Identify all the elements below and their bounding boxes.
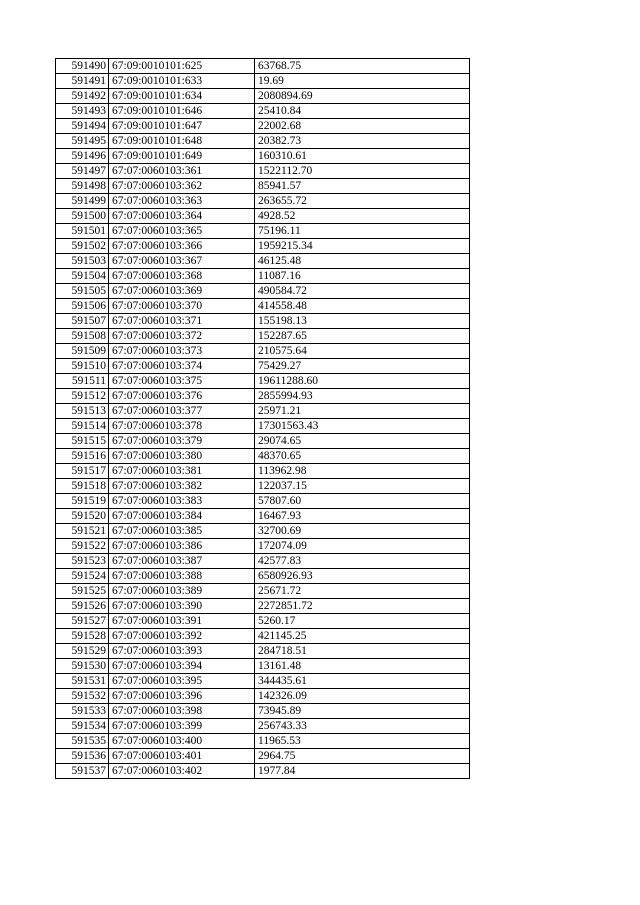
table-row: [56, 254, 470, 269]
row-id-cell: 591519: [56, 494, 109, 509]
row-id-cell: 591528: [56, 629, 109, 644]
value-cell: 1522112.70: [255, 164, 470, 179]
value-cell: 42577.83: [255, 554, 470, 569]
row-id-cell: 591525: [56, 584, 109, 599]
cadastral-number-cell: 67:07:0060103:386: [109, 539, 255, 554]
table-row: [56, 269, 470, 284]
table-row: [56, 344, 470, 359]
table-row: [56, 599, 470, 614]
value-cell: 16467.93: [255, 509, 470, 524]
value-cell: 25971.21: [255, 404, 470, 419]
cadastral-number-cell: 67:07:0060103:370: [109, 299, 255, 314]
row-id-cell: 591497: [56, 164, 109, 179]
table-row: [56, 509, 470, 524]
table-row: [56, 314, 470, 329]
value-cell: 85941.57: [255, 179, 470, 194]
row-id-cell: 591517: [56, 464, 109, 479]
cadastral-number-cell: 67:07:0060103:361: [109, 164, 255, 179]
cadastral-number-cell: 67:07:0060103:396: [109, 689, 255, 704]
data-table: [55, 58, 470, 779]
cadastral-number-cell: 67:07:0060103:363: [109, 194, 255, 209]
row-id-cell: 591530: [56, 659, 109, 674]
row-id-cell: 591502: [56, 239, 109, 254]
row-id-cell: 591537: [56, 764, 109, 779]
row-id-cell: 591523: [56, 554, 109, 569]
table-row: [56, 449, 470, 464]
value-cell: 4928.52: [255, 209, 470, 224]
row-id-cell: 591514: [56, 419, 109, 434]
value-cell: 17301563.43: [255, 419, 470, 434]
cadastral-number-cell: 67:07:0060103:366: [109, 239, 255, 254]
cadastral-number-cell: 67:09:0010101:633: [109, 74, 255, 89]
cadastral-number-cell: 67:07:0060103:378: [109, 419, 255, 434]
table-row: [56, 734, 470, 749]
row-id-cell: 591524: [56, 569, 109, 584]
value-cell: 421145.25: [255, 629, 470, 644]
table-row: [56, 74, 470, 89]
table-row: [56, 59, 470, 74]
cadastral-number-cell: 67:07:0060103:383: [109, 494, 255, 509]
row-id-cell: 591520: [56, 509, 109, 524]
cadastral-number-cell: 67:07:0060103:364: [109, 209, 255, 224]
table-row: [56, 764, 470, 779]
row-id-cell: 591510: [56, 359, 109, 374]
value-cell: 75196.11: [255, 224, 470, 239]
cadastral-number-cell: 67:07:0060103:387: [109, 554, 255, 569]
value-cell: 6580926.93: [255, 569, 470, 584]
cadastral-number-cell: 67:07:0060103:392: [109, 629, 255, 644]
row-id-cell: 591531: [56, 674, 109, 689]
cadastral-number-cell: 67:07:0060103:384: [109, 509, 255, 524]
row-id-cell: 591498: [56, 179, 109, 194]
value-cell: 155198.13: [255, 314, 470, 329]
table-row: [56, 374, 470, 389]
row-id-cell: 591513: [56, 404, 109, 419]
value-cell: 29074.65: [255, 434, 470, 449]
table-row: [56, 164, 470, 179]
table-row: [56, 674, 470, 689]
cadastral-number-cell: 67:09:0010101:625: [109, 59, 255, 74]
cadastral-number-cell: 67:09:0010101:649: [109, 149, 255, 164]
table-row: [56, 134, 470, 149]
row-id-cell: 591529: [56, 644, 109, 659]
row-id-cell: 591507: [56, 314, 109, 329]
table-row: [56, 704, 470, 719]
table-row: [56, 614, 470, 629]
value-cell: 20382.73: [255, 134, 470, 149]
row-id-cell: 591499: [56, 194, 109, 209]
row-id-cell: 591505: [56, 284, 109, 299]
table-row: [56, 209, 470, 224]
cadastral-number-cell: 67:07:0060103:367: [109, 254, 255, 269]
row-id-cell: 591527: [56, 614, 109, 629]
row-id-cell: 591496: [56, 149, 109, 164]
row-id-cell: 591512: [56, 389, 109, 404]
value-cell: 46125.48: [255, 254, 470, 269]
cadastral-number-cell: 67:07:0060103:371: [109, 314, 255, 329]
value-cell: 25410.84: [255, 104, 470, 119]
value-cell: 256743.33: [255, 719, 470, 734]
cadastral-number-cell: 67:07:0060103:393: [109, 644, 255, 659]
value-cell: 1977.84: [255, 764, 470, 779]
cadastral-number-cell: 67:07:0060103:379: [109, 434, 255, 449]
value-cell: 344435.61: [255, 674, 470, 689]
cadastral-number-cell: 67:07:0060103:381: [109, 464, 255, 479]
value-cell: 160310.61: [255, 149, 470, 164]
row-id-cell: 591509: [56, 344, 109, 359]
row-id-cell: 591500: [56, 209, 109, 224]
table-row: [56, 299, 470, 314]
cadastral-number-cell: 67:07:0060103:398: [109, 704, 255, 719]
cadastral-number-cell: 67:07:0060103:390: [109, 599, 255, 614]
cadastral-number-cell: 67:07:0060103:368: [109, 269, 255, 284]
table-row: [56, 659, 470, 674]
value-cell: 2964.75: [255, 749, 470, 764]
cadastral-number-cell: 67:07:0060103:377: [109, 404, 255, 419]
row-id-cell: 591535: [56, 734, 109, 749]
table-row: [56, 284, 470, 299]
value-cell: 19611288.60: [255, 374, 470, 389]
value-cell: 48370.65: [255, 449, 470, 464]
cadastral-number-cell: 67:07:0060103:372: [109, 329, 255, 344]
value-cell: 414558.48: [255, 299, 470, 314]
row-id-cell: 591533: [56, 704, 109, 719]
table-row: [56, 494, 470, 509]
cadastral-number-cell: 67:07:0060103:365: [109, 224, 255, 239]
cadastral-number-cell: 67:09:0010101:646: [109, 104, 255, 119]
table-row: [56, 104, 470, 119]
row-id-cell: 591511: [56, 374, 109, 389]
cadastral-number-cell: 67:07:0060103:399: [109, 719, 255, 734]
table-row: [56, 179, 470, 194]
value-cell: 11087.16: [255, 269, 470, 284]
row-id-cell: 591518: [56, 479, 109, 494]
value-cell: 75429.27: [255, 359, 470, 374]
table-row: [56, 119, 470, 134]
row-id-cell: 591501: [56, 224, 109, 239]
value-cell: 152287.65: [255, 329, 470, 344]
value-cell: 2272851.72: [255, 599, 470, 614]
row-id-cell: 591504: [56, 269, 109, 284]
row-id-cell: 591503: [56, 254, 109, 269]
cadastral-number-cell: 67:09:0010101:648: [109, 134, 255, 149]
row-id-cell: 591534: [56, 719, 109, 734]
value-cell: 210575.64: [255, 344, 470, 359]
table-row: [56, 689, 470, 704]
table-row: [56, 524, 470, 539]
table-row: [56, 554, 470, 569]
cadastral-number-cell: 67:07:0060103:380: [109, 449, 255, 464]
cadastral-number-cell: 67:07:0060103:374: [109, 359, 255, 374]
row-id-cell: 591521: [56, 524, 109, 539]
table-row: [56, 224, 470, 239]
row-id-cell: 591490: [56, 59, 109, 74]
table-body: [56, 59, 470, 779]
value-cell: 284718.51: [255, 644, 470, 659]
row-id-cell: 591492: [56, 89, 109, 104]
value-cell: 13161.48: [255, 659, 470, 674]
table-row: [56, 194, 470, 209]
cadastral-number-cell: 67:07:0060103:376: [109, 389, 255, 404]
value-cell: 5260.17: [255, 614, 470, 629]
value-cell: 63768.75: [255, 59, 470, 74]
table-row: [56, 389, 470, 404]
value-cell: 142326.09: [255, 689, 470, 704]
row-id-cell: 591508: [56, 329, 109, 344]
row-id-cell: 591522: [56, 539, 109, 554]
table-row: [56, 404, 470, 419]
value-cell: 22002.68: [255, 119, 470, 134]
table-row: [56, 749, 470, 764]
table-row: [56, 89, 470, 104]
cadastral-number-cell: 67:09:0010101:647: [109, 119, 255, 134]
value-cell: 263655.72: [255, 194, 470, 209]
row-id-cell: 591526: [56, 599, 109, 614]
cadastral-number-cell: 67:07:0060103:389: [109, 584, 255, 599]
value-cell: 57807.60: [255, 494, 470, 509]
cadastral-number-cell: 67:07:0060103:388: [109, 569, 255, 584]
value-cell: 73945.89: [255, 704, 470, 719]
value-cell: 113962.98: [255, 464, 470, 479]
table-row: [56, 539, 470, 554]
value-cell: 11965.53: [255, 734, 470, 749]
value-cell: 1959215.34: [255, 239, 470, 254]
value-cell: 2855994.93: [255, 389, 470, 404]
table-row: [56, 644, 470, 659]
cadastral-number-cell: 67:07:0060103:400: [109, 734, 255, 749]
cadastral-number-cell: 67:07:0060103:385: [109, 524, 255, 539]
row-id-cell: 591515: [56, 434, 109, 449]
table-row: [56, 629, 470, 644]
row-id-cell: 591494: [56, 119, 109, 134]
cadastral-number-cell: 67:07:0060103:373: [109, 344, 255, 359]
table-row: [56, 434, 470, 449]
value-cell: 32700.69: [255, 524, 470, 539]
table-row: [56, 359, 470, 374]
cadastral-number-cell: 67:07:0060103:391: [109, 614, 255, 629]
value-cell: 25671.72: [255, 584, 470, 599]
table-row: [56, 569, 470, 584]
cadastral-number-cell: 67:09:0010101:634: [109, 89, 255, 104]
row-id-cell: 591491: [56, 74, 109, 89]
cadastral-number-cell: 67:07:0060103:394: [109, 659, 255, 674]
cadastral-number-cell: 67:07:0060103:382: [109, 479, 255, 494]
row-id-cell: 591495: [56, 134, 109, 149]
table-row: [56, 464, 470, 479]
cadastral-number-cell: 67:07:0060103:401: [109, 749, 255, 764]
value-cell: 490584.72: [255, 284, 470, 299]
value-cell: 122037.15: [255, 479, 470, 494]
table-row: [56, 239, 470, 254]
row-id-cell: 591536: [56, 749, 109, 764]
row-id-cell: 591493: [56, 104, 109, 119]
value-cell: 172074.09: [255, 539, 470, 554]
cadastral-number-cell: 67:07:0060103:362: [109, 179, 255, 194]
cadastral-number-cell: 67:07:0060103:395: [109, 674, 255, 689]
row-id-cell: 591506: [56, 299, 109, 314]
cadastral-number-cell: 67:07:0060103:369: [109, 284, 255, 299]
row-id-cell: 591516: [56, 449, 109, 464]
value-cell: 2080894.69: [255, 89, 470, 104]
table-row: [56, 584, 470, 599]
cadastral-number-cell: 67:07:0060103:375: [109, 374, 255, 389]
row-id-cell: 591532: [56, 689, 109, 704]
table-row: [56, 479, 470, 494]
table-row: [56, 419, 470, 434]
value-cell: 19.69: [255, 74, 470, 89]
cadastral-number-cell: 67:07:0060103:402: [109, 764, 255, 779]
table-row: [56, 329, 470, 344]
table-row: [56, 149, 470, 164]
table-row: [56, 719, 470, 734]
